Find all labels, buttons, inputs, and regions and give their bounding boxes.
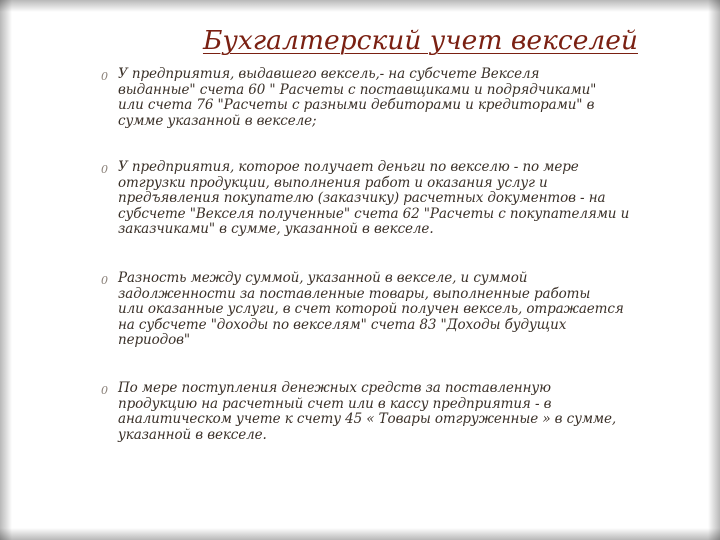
text-line: или оказанные услуги, в счет которой получен вексель, отражается <box>118 301 624 317</box>
slide-shadow-bottom <box>0 528 720 540</box>
text-line: периодов" <box>118 332 190 348</box>
text-line: Разность между суммой, указанной в векселе, и суммой <box>118 270 528 286</box>
text-line: У предприятия, которое получает деньги по векселю - по мере <box>118 159 579 175</box>
text-line: заказчиками" в сумме, указанной в векселе. <box>118 221 434 237</box>
list-item-text <box>118 160 708 238</box>
text-line: отгрузки продукции, выполнения работ и оказания услуг и <box>118 174 548 191</box>
slide-shadow-right <box>708 0 720 540</box>
slide-shadow-top <box>0 0 720 12</box>
text-line: выданные" счета 60 " Расчеты с поставщиками и подрядчиками" <box>118 81 597 98</box>
slide-title: Бухгалтерский учет векселей <box>202 25 638 56</box>
text-line: на субсчете "доходы по векселям" счета 83 "Доходы будущих <box>118 316 567 333</box>
text-line: задолженности за поставленные товары, выполненные работы <box>118 285 591 302</box>
bullet-marker: 0 <box>101 70 108 83</box>
list-item-text <box>118 271 708 349</box>
text-line: У предприятия, выдавшего вексель,- на субсчете Векселя <box>118 66 540 82</box>
text-line: указанной в векселе. <box>118 426 267 443</box>
text-line: сумме указанной в векселе; <box>118 112 317 129</box>
bullet-marker: 0 <box>101 163 108 176</box>
text-line: или счета 76 "Расчеты с разными дебиторами и кредиторами" в <box>118 97 595 113</box>
text-line: предъявления покупателю (заказчику) расчетных документов - на <box>118 190 606 206</box>
bullet-marker: 0 <box>101 274 108 287</box>
text-line: аналитическом учете к счету 45 « Товары отгруженные » в сумме, <box>118 411 617 427</box>
slide-shadow-left <box>0 0 12 540</box>
bullet-marker: 0 <box>101 384 108 397</box>
text-line: субсчете "Векселя полученные" счета 62 "Расчеты с покупателями и <box>118 205 630 222</box>
list-item-text <box>118 67 708 129</box>
text-line: По мере поступления денежных средств за поставленную <box>118 380 551 396</box>
list-item-text <box>118 381 708 443</box>
text-line: продукцию на расчетный счет или в кассу предприятия - в <box>118 395 552 412</box>
